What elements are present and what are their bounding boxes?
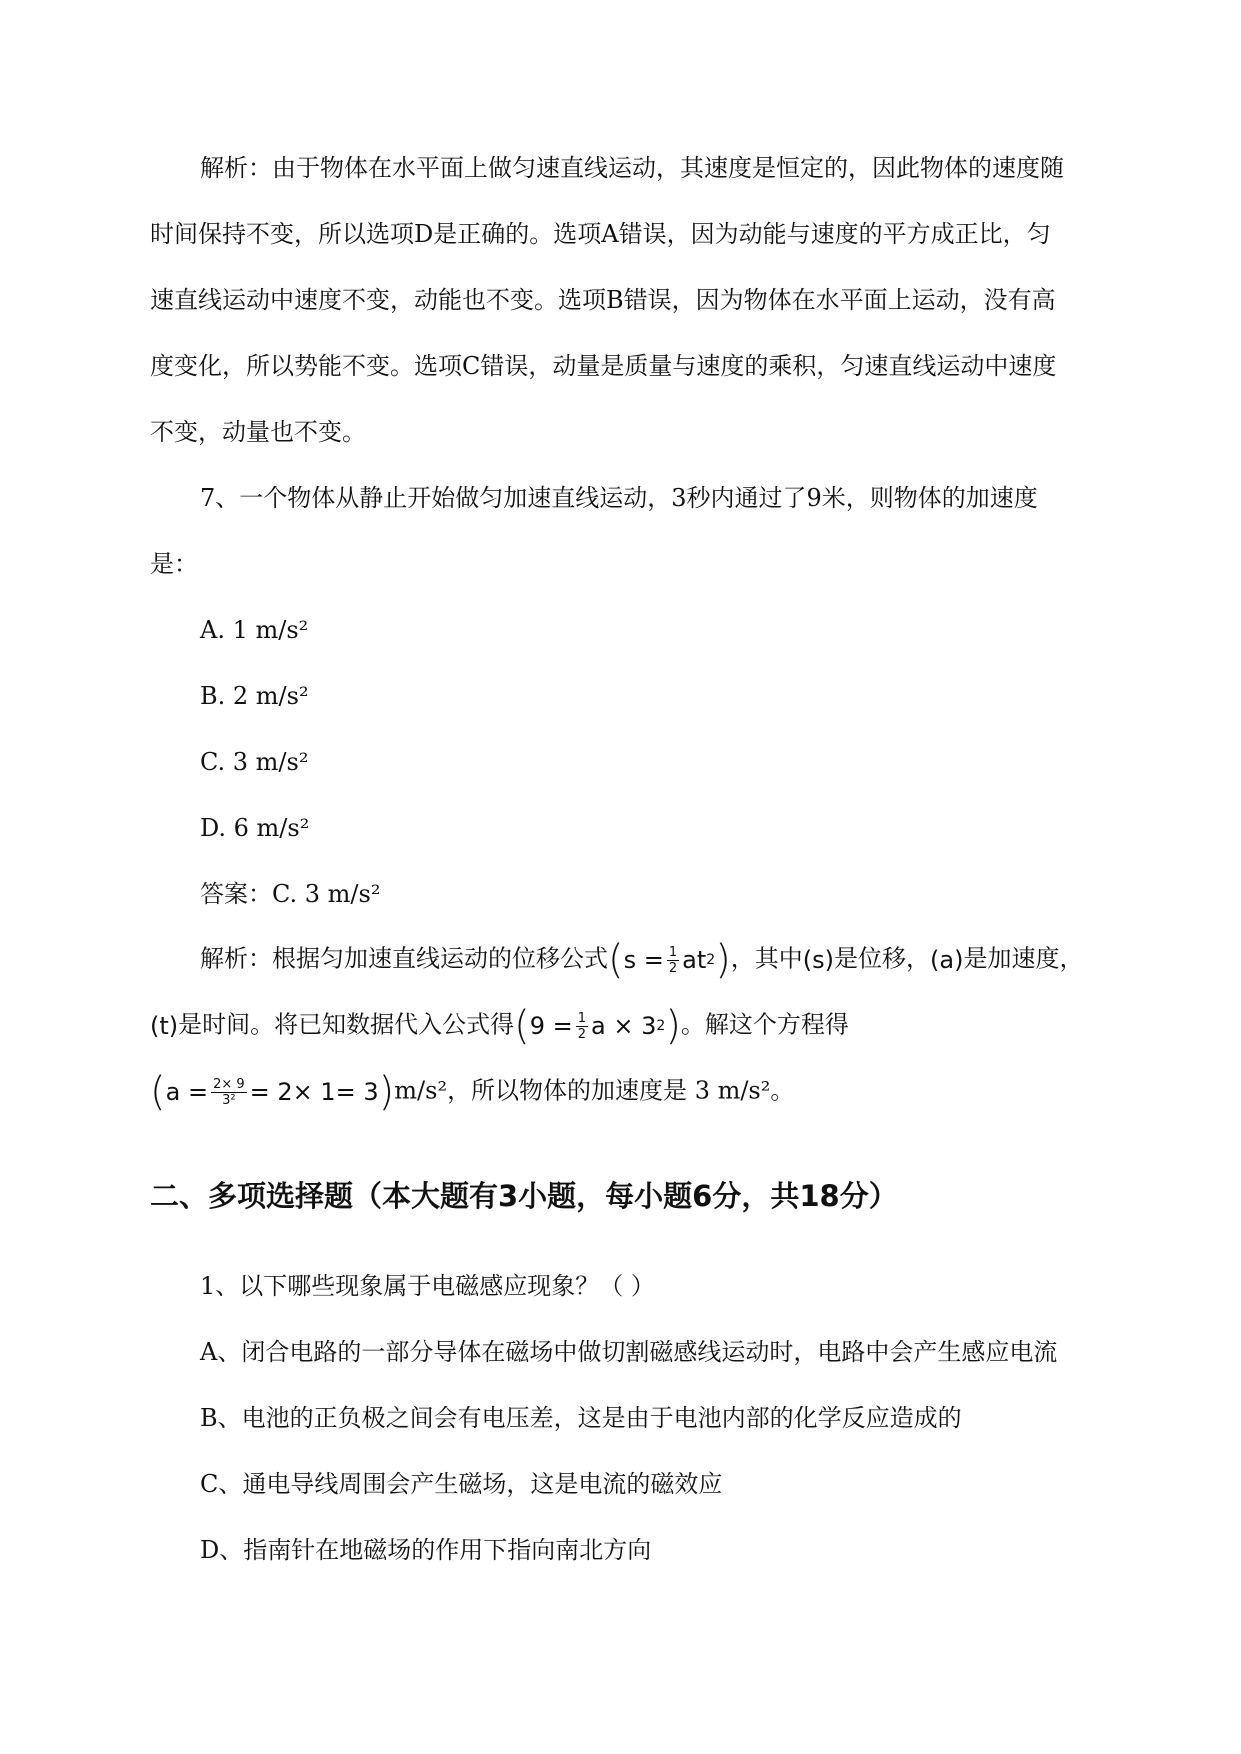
- question-7-stem-line-2: 是：: [150, 550, 198, 578]
- variable-t: (t): [150, 1012, 179, 1040]
- option-b: B. 2 m/s²: [200, 682, 309, 710]
- formula-substitution: ( 9 = $\frac{1}{2}$ a × 3 2 ): [514, 1003, 681, 1049]
- answer-7: 答案：C. 3 m/s²: [200, 880, 381, 908]
- option-c: C. 3 m/s²: [200, 748, 309, 776]
- formula-displacement: ( s = $\frac{1}{2}$ at 2 ): [608, 937, 731, 983]
- analysis-6-line-2: 时间保持不变，所以选项D是正确的。选项A错误，因为动能与速度的平方成正比，匀: [150, 220, 1051, 248]
- variable-a: (a): [930, 946, 964, 974]
- fraction: $\frac{2\times 9}{\text{3²}}$: [213, 1076, 245, 1108]
- section-2-option-d: D、指南针在地磁场的作用下指向南北方向: [200, 1536, 652, 1564]
- option-d: D. 6 m/s²: [200, 814, 310, 842]
- section-2-heading: 二、多项选择题（本大题有3小题，每小题6分，共18分）: [150, 1179, 898, 1213]
- formula-solution: ( a = $\frac{2\times 9}{\text{3²}}$ = 2× 1= 3 ): [150, 1069, 395, 1115]
- analysis-6-line-5: 不变，动量也不变。: [150, 418, 366, 446]
- analysis-6-line-3: 速直线运动中速度不变，动能也不变。选项B错误，因为物体在水平面上运动，没有高: [150, 286, 1056, 314]
- analysis-7-line-1: 解析：根据匀加速直线运动的位移公式 ( s = $\frac{1}{2}$ at 2 ) ，其中(s)是位移，(a)是加速度，: [200, 937, 1084, 983]
- variable-s: (s): [802, 946, 835, 974]
- analysis-7-line-3: ( a = $\frac{2\times 9}{\text{3²}}$ = 2× 1= 3 ) m/s²，所以物体的加速度是 3 m/s²。: [150, 1069, 795, 1115]
- section-2-question-1-stem: 1、以下哪些现象属于电磁感应现象？（ ）: [200, 1272, 655, 1300]
- analysis-7-line-2: (t)是时间。将已知数据代入公式得 ( 9 = $\frac{1}{2}$ a × 3 2 ) 。解这个方程得: [150, 1003, 849, 1049]
- analysis-6-line-1: 解析：由于物体在水平面上做匀速直线运动，其速度是恒定的，因此物体的速度随: [200, 154, 1064, 182]
- section-2-option-a: A、闭合电路的一部分导体在磁场中做切割磁感线运动时，电路中会产生感应电流: [200, 1338, 1058, 1366]
- analysis-6-line-4: 度变化，所以势能不变。选项C错误，动量是质量与速度的乘积，匀速直线运动中速度: [150, 352, 1057, 380]
- section-2-option-b: B、电池的正负极之间会有电压差，这是由于电池内部的化学反应造成的: [200, 1404, 962, 1432]
- fraction: $\frac{1}{2}$: [668, 944, 678, 976]
- fraction: $\frac{1}{2}$: [577, 1010, 587, 1042]
- option-a: A. 1 m/s²: [200, 616, 309, 644]
- question-7-stem-line-1: 7、一个物体从静止开始做匀加速直线运动，3秒内通过了9米，则物体的加速度: [200, 484, 1038, 512]
- section-2-option-c: C、通电导线周围会产生磁场，这是电流的磁效应: [200, 1470, 723, 1498]
- analysis-7-text: 解析：根据匀加速直线运动的位移公式: [200, 944, 608, 973]
